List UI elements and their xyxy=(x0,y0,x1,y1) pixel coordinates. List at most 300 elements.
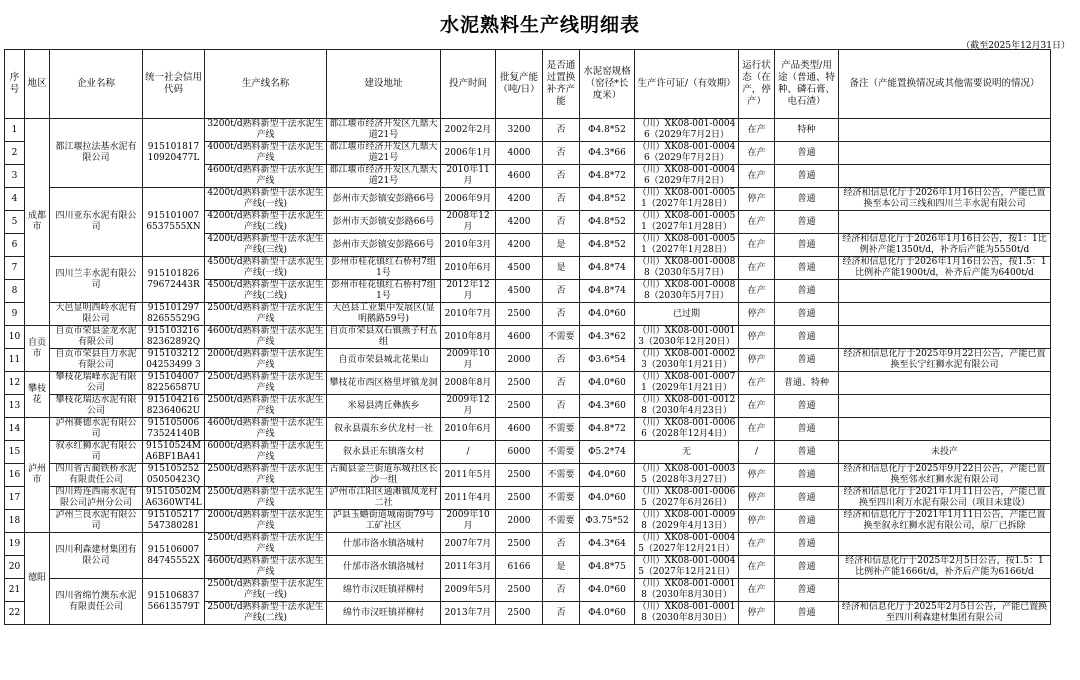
license: （川）XK08-001-00098（2029年4月13日） xyxy=(635,510,739,533)
license: （川）XK08-001-00023（2030年1月21日） xyxy=(635,349,739,372)
start-time: 2009年10月 xyxy=(441,510,496,533)
license: （川）XK08-001-00065（2027年6月26日） xyxy=(635,487,739,510)
approved-capacity: 2500 xyxy=(496,487,543,510)
start-time: 2011年3月 xyxy=(441,556,496,579)
license: （川）XK08-001-00128（2030年4月23日） xyxy=(635,395,739,418)
production-line: 4600t/d熟料新型干法水泥生产线 xyxy=(205,556,327,579)
row-number: 6 xyxy=(5,234,25,257)
kiln-spec: Φ4.8*74 xyxy=(580,280,635,303)
row-number: 1 xyxy=(5,119,25,142)
replacement-flag: 不需要 xyxy=(543,418,580,441)
company-name: 四川省绵竹澳东水泥有限责任公司 xyxy=(50,579,143,625)
kiln-spec: Φ4.0*60 xyxy=(580,303,635,326)
company-name: 攀枝花瑞达水泥有限公司 xyxy=(50,395,143,418)
license: （川）XK08-001-00045（2027年12月21日） xyxy=(635,556,739,579)
start-time: 2008年12月 xyxy=(441,211,496,234)
header-license: 生产许可证/（有效期） xyxy=(635,50,739,119)
row-number: 22 xyxy=(5,602,25,625)
company-name: 泸州赛德水泥有限公司 xyxy=(50,418,143,441)
replacement-flag: 否 xyxy=(543,579,580,602)
kiln-spec: Φ4.8*52 xyxy=(580,234,635,257)
row-number: 7 xyxy=(5,257,25,280)
production-line: 2500t/d熟料新型干法水泥生产线 xyxy=(205,372,327,395)
company-name: 四川筠连西南水泥有限公司泸州分公司 xyxy=(50,487,143,510)
table-row xyxy=(5,257,1051,280)
remark xyxy=(839,395,1051,418)
company-name: 自贡市荣县自力水泥有限公司 xyxy=(50,349,143,372)
license: （川）XK08-001-00018（2030年8月30日） xyxy=(635,602,739,625)
approved-capacity: 2500 xyxy=(496,602,543,625)
row-number: 4 xyxy=(5,188,25,211)
license: （川）XK08-001-00088（2030年5月7日） xyxy=(635,257,739,280)
row-number: 20 xyxy=(5,556,25,579)
table-row xyxy=(5,487,1051,510)
remark xyxy=(839,303,1051,326)
run-status: 停产 xyxy=(739,303,775,326)
start-time: 2006年1月 xyxy=(441,142,496,165)
credit-code: 91510500673524140B xyxy=(143,418,205,441)
replacement-flag: 否 xyxy=(543,211,580,234)
start-time: 2008年8月 xyxy=(441,372,496,395)
run-status: 在产 xyxy=(739,418,775,441)
remark: 经济和信息化厅于2025年9月22日公告，产能已置换至长宁红狮水泥有限公司 xyxy=(839,349,1051,372)
row-number: 18 xyxy=(5,510,25,533)
remark xyxy=(839,165,1051,188)
remark xyxy=(839,119,1051,142)
kiln-spec: Φ4.8*75 xyxy=(580,556,635,579)
start-time: 2010年6月 xyxy=(441,257,496,280)
license: 已过期 xyxy=(635,303,739,326)
run-status: 停产 xyxy=(739,510,775,533)
replacement-flag: 否 xyxy=(543,602,580,625)
production-line: 2500t/d熟料新型干法水泥生产线 xyxy=(205,395,327,418)
header-line: 生产线名称 xyxy=(205,50,327,119)
header-credit-code: 统一社会信用代码 xyxy=(143,50,205,119)
remark xyxy=(839,418,1051,441)
kiln-spec: Φ4.0*60 xyxy=(580,372,635,395)
remark: 经济和信息化厅于2026年1月16日公告，按1：1比例补产能1350t/d，补齐后产能为5550t/d xyxy=(839,234,1051,257)
run-status: 在产 xyxy=(739,372,775,395)
production-line: 2500t/d熟料新型干法水泥生产线(一线) xyxy=(205,579,327,602)
header-capacity: 批复产能（吨/日） xyxy=(496,50,543,119)
row-number: 16 xyxy=(5,464,25,487)
approved-capacity: 2500 xyxy=(496,372,543,395)
replacement-flag: 否 xyxy=(543,349,580,372)
construction-address: 什邡市洛水镇洛城村 xyxy=(327,533,441,556)
replacement-flag: 否 xyxy=(543,395,580,418)
kiln-spec: Φ3.75*52 xyxy=(580,510,635,533)
remark: 经济和信息化厅于2021年1月11日公告，产能已置换至叙永红狮水泥有限公司，原厂已拆除 xyxy=(839,510,1051,533)
approved-capacity: 2500 xyxy=(496,579,543,602)
product-type: 普通 xyxy=(775,418,839,441)
approved-capacity: 2500 xyxy=(496,533,543,556)
license: （川）XK08-001-00046（2029年7月2日） xyxy=(635,119,739,142)
product-type: 普通 xyxy=(775,303,839,326)
company-name: 四川省古蔺铁桥水泥有限责任公司 xyxy=(50,464,143,487)
company-name: 泸州兰良水泥有限公司 xyxy=(50,510,143,533)
replacement-flag: 不需要 xyxy=(543,464,580,487)
company-name: 四川亚东水泥有限公司 xyxy=(50,188,143,257)
production-line: 4600t/d熟料新型干法水泥生产线 xyxy=(205,165,327,188)
table-row xyxy=(5,510,1051,533)
construction-address: 都江堰市经济开发区九鼎大道21号 xyxy=(327,165,441,188)
company-name: 都江堰拉法基水泥有限公司 xyxy=(50,119,143,188)
product-type: 普通 xyxy=(775,257,839,280)
construction-address: 绵竹市汉旺镇祥柳村 xyxy=(327,602,441,625)
table-row xyxy=(5,326,1051,349)
production-line: 4500t/d熟料新型干法水泥生产线(二线) xyxy=(205,280,327,303)
replacement-flag: 否 xyxy=(543,188,580,211)
replacement-flag: 是 xyxy=(543,556,580,579)
table-row xyxy=(5,188,1051,211)
run-status: 停产 xyxy=(739,602,775,625)
date-note: （截至2025年12月31日） xyxy=(961,41,1070,51)
kiln-spec: Φ4.8*52 xyxy=(580,119,635,142)
approved-capacity: 6000 xyxy=(496,441,543,464)
credit-code: 91510600784745552X xyxy=(143,533,205,579)
run-status: 在产 xyxy=(739,211,775,234)
region-cell: 德阳 xyxy=(25,533,50,625)
row-number: 8 xyxy=(5,280,25,303)
kiln-spec: Φ4.0*60 xyxy=(580,487,635,510)
run-status: 停产 xyxy=(739,188,775,211)
product-type: 普通 xyxy=(775,464,839,487)
start-time: / xyxy=(441,441,496,464)
product-type: 普通 xyxy=(775,441,839,464)
license: （川）XK08-001-00051（2027年1月28日） xyxy=(635,188,739,211)
approved-capacity: 4200 xyxy=(496,234,543,257)
approved-capacity: 4600 xyxy=(496,418,543,441)
table-row xyxy=(5,395,1051,418)
run-status: 停产 xyxy=(739,326,775,349)
license: （川）XK08-001-00046（2029年7月2日） xyxy=(635,165,739,188)
company-name: 大邑显明西岭水泥有限公司 xyxy=(50,303,143,326)
construction-address: 大邑县工业集中发展区(显明鹅路59号) xyxy=(327,303,441,326)
header-seq: 序号 xyxy=(5,50,25,119)
row-number: 17 xyxy=(5,487,25,510)
kiln-spec: Φ4.0*60 xyxy=(580,602,635,625)
page-title: 水泥熟料生产线明细表 xyxy=(439,14,640,36)
run-status: 停产 xyxy=(739,349,775,372)
license: （川）XK08-001-00051（2027年1月28日） xyxy=(635,211,739,234)
product-type: 普通 xyxy=(775,234,839,257)
replacement-flag: 否 xyxy=(543,119,580,142)
row-number: 13 xyxy=(5,395,25,418)
row-number: 9 xyxy=(5,303,25,326)
row-number: 3 xyxy=(5,165,25,188)
credit-code: 91510525205050423Q xyxy=(143,464,205,487)
replacement-flag: 否 xyxy=(543,533,580,556)
product-type: 普通 xyxy=(775,533,839,556)
construction-address: 什邡市洛水镇洛城村 xyxy=(327,556,441,579)
production-line: 2000t/d熟料新型干法水泥生产线 xyxy=(205,510,327,533)
production-line: 6000t/d熟料新型干法水泥生产线 xyxy=(205,441,327,464)
replacement-flag: 否 xyxy=(543,280,580,303)
run-status: 在产 xyxy=(739,257,775,280)
construction-address: 攀枝花市西区格里坪镇龙洞 xyxy=(327,372,441,395)
approved-capacity: 2500 xyxy=(496,395,543,418)
product-type: 普通 xyxy=(775,188,839,211)
table-row xyxy=(5,119,1051,142)
production-line: 4200t/d熟料新型干法水泥生产线(二线) xyxy=(205,211,327,234)
run-status: 在产 xyxy=(739,234,775,257)
product-type: 普通 xyxy=(775,602,839,625)
replacement-flag: 否 xyxy=(543,372,580,395)
production-line: 2500t/d熟料新型干法水泥生产线 xyxy=(205,533,327,556)
run-status: / xyxy=(739,441,775,464)
credit-code: 91510421682364062U xyxy=(143,395,205,418)
row-number: 12 xyxy=(5,372,25,395)
replacement-flag: 是 xyxy=(543,257,580,280)
remark xyxy=(839,142,1051,165)
run-status: 在产 xyxy=(739,533,775,556)
credit-code: 915105217547380281 xyxy=(143,510,205,533)
row-number: 11 xyxy=(5,349,25,372)
approved-capacity: 4200 xyxy=(496,188,543,211)
construction-address: 叙永县正东镇落女村 xyxy=(327,441,441,464)
credit-code: 91510181710920477L xyxy=(143,119,205,188)
approved-capacity: 2000 xyxy=(496,349,543,372)
production-line: 2500t/d熟料新型干法水泥生产线(二线) xyxy=(205,602,327,625)
production-line: 2500t/d熟料新型干法水泥生产线 xyxy=(205,487,327,510)
replacement-flag: 不需要 xyxy=(543,487,580,510)
production-line: 2000t/d熟料新型干法水泥生产线 xyxy=(205,349,327,372)
production-line: 4200t/d熟料新型干法水泥生产线(一线) xyxy=(205,188,327,211)
kiln-spec: Φ4.3*60 xyxy=(580,395,635,418)
credit-code: 91510524MA6BF1BA41 xyxy=(143,441,205,464)
remark: 经济和信息化厅于2025年2月5日公告，产能已置换至四川利森建材集团有限公司 xyxy=(839,602,1051,625)
production-line: 2500t/d熟料新型干法水泥生产线 xyxy=(205,303,327,326)
company-name: 攀枝花瑞峰水泥有限公司 xyxy=(50,372,143,395)
header-remark: 备注（产能置换情况或其他需要说明的情况） xyxy=(839,50,1051,119)
approved-capacity: 2500 xyxy=(496,303,543,326)
credit-code: 91510683756613579T xyxy=(143,579,205,625)
replacement-flag: 不需要 xyxy=(543,326,580,349)
table-row xyxy=(5,579,1051,602)
license: （川）XK08-001-00045（2027年12月21日） xyxy=(635,533,739,556)
region-cell: 成都市 xyxy=(25,119,50,326)
header-region: 地区 xyxy=(25,50,50,119)
construction-address: 彭州市天彭镇安彭路66号 xyxy=(327,234,441,257)
row-number: 10 xyxy=(5,326,25,349)
start-time: 2002年2月 xyxy=(441,119,496,142)
product-type: 普通 xyxy=(775,556,839,579)
production-line: 4600t/d熟料新型干法水泥生产线 xyxy=(205,418,327,441)
construction-address: 彭州市天彭镇安彭路66号 xyxy=(327,211,441,234)
run-status: 在产 xyxy=(739,280,775,303)
row-number: 14 xyxy=(5,418,25,441)
approved-capacity: 4200 xyxy=(496,211,543,234)
header-status: 运行状态（在产，停产） xyxy=(739,50,775,119)
company-name: 自贡市荣县金龙水泥有限公司 xyxy=(50,326,143,349)
product-type: 普通 xyxy=(775,326,839,349)
credit-code: 91510502MA6360WT4L xyxy=(143,487,205,510)
product-type: 普通 xyxy=(775,487,839,510)
remark xyxy=(839,533,1051,556)
product-type: 普通 xyxy=(775,280,839,303)
remark: 经济和信息化厅于2026年1月16日公告，按1.5：1比例补产能1900t/d，补齐后产能为6400t/d xyxy=(839,257,1051,280)
header-company: 企业名称 xyxy=(50,50,143,119)
credit-code: 91510321682362892Q xyxy=(143,326,205,349)
production-line: 3200t/d熟料新型干法水泥生产线 xyxy=(205,119,327,142)
credit-code: 91510129782655529G xyxy=(143,303,205,326)
company-name: 四川利森建材集团有限公司 xyxy=(50,533,143,579)
credit-code: 91510400782256587U xyxy=(143,372,205,395)
construction-address: 泸州市江阳区通滩镇凤龙村二社 xyxy=(327,487,441,510)
production-line: 4600t/d熟料新型干法水泥生产线 xyxy=(205,326,327,349)
kiln-spec: Φ4.8*52 xyxy=(580,211,635,234)
start-time: 2007年7月 xyxy=(441,533,496,556)
start-time: 2009年10月 xyxy=(441,349,496,372)
license: 无 xyxy=(635,441,739,464)
license: （川）XK08-001-00013（2030年12月20日） xyxy=(635,326,739,349)
table-row xyxy=(5,303,1051,326)
license: （川）XK08-001-00066（2028年12月4日） xyxy=(635,418,739,441)
product-type: 普通、特种 xyxy=(775,372,839,395)
production-line: 4500t/d熟料新型干法水泥生产线(一线) xyxy=(205,257,327,280)
license: （川）XK08-001-00071（2029年1月21日） xyxy=(635,372,739,395)
construction-address: 泸县玉蟾街道城南街79号工矿社区 xyxy=(327,510,441,533)
header-row xyxy=(5,50,1051,119)
production-line: 2500t/d熟料新型干法水泥生产线 xyxy=(205,464,327,487)
product-type: 普通 xyxy=(775,211,839,234)
start-time: 2013年7月 xyxy=(441,602,496,625)
replacement-flag: 否 xyxy=(543,142,580,165)
run-status: 在产 xyxy=(739,142,775,165)
license: （川）XK08-001-00018（2030年8月30日） xyxy=(635,579,739,602)
start-time: 2010年3月 xyxy=(441,234,496,257)
approved-capacity: 4600 xyxy=(496,326,543,349)
production-line: 4200t/d熟料新型干法水泥生产线(三线) xyxy=(205,234,327,257)
header-product: 产品类型/用途（普通、特种、磷石膏、电石渣） xyxy=(775,50,839,119)
construction-address: 彭州市天彭镇安彭路66号 xyxy=(327,188,441,211)
replacement-flag: 否 xyxy=(543,303,580,326)
construction-address: 绵竹市汉旺镇祥柳村 xyxy=(327,579,441,602)
remark xyxy=(839,280,1051,303)
row-number: 15 xyxy=(5,441,25,464)
kiln-spec: Φ4.8*74 xyxy=(580,257,635,280)
row-number: 21 xyxy=(5,579,25,602)
kiln-spec: Φ4.3*64 xyxy=(580,533,635,556)
region-cell: 攀枝花 xyxy=(25,372,50,418)
remark: 经济和信息化厅于2026年1月16日公告，产能已置换至本公司三线和四川兰丰水泥有限公司 xyxy=(839,188,1051,211)
run-status: 在产 xyxy=(739,395,775,418)
construction-address: 米易县湾丘彝族乡 xyxy=(327,395,441,418)
product-type: 普通 xyxy=(775,349,839,372)
construction-address: 彭州市桂花镇红石桥村7组1号 xyxy=(327,280,441,303)
kiln-spec: Φ4.8*72 xyxy=(580,165,635,188)
region-cell: 自贡市 xyxy=(25,326,50,372)
start-time: 2010年7月 xyxy=(441,303,496,326)
replacement-flag: 否 xyxy=(543,165,580,188)
construction-address: 都江堰市经济开发区九鼎大道21号 xyxy=(327,142,441,165)
run-status: 在产 xyxy=(739,556,775,579)
approved-capacity: 2000 xyxy=(496,510,543,533)
approved-capacity: 3200 xyxy=(496,119,543,142)
remark xyxy=(839,579,1051,602)
product-type: 普通 xyxy=(775,579,839,602)
company-name: 四川兰丰水泥有限公司 xyxy=(50,257,143,303)
table-row xyxy=(5,349,1051,372)
run-status: 停产 xyxy=(739,464,775,487)
construction-address: 自贡市荣县双石镇燕子村五组 xyxy=(327,326,441,349)
kiln-spec: Φ4.8*72 xyxy=(580,418,635,441)
start-time: 2011年5月 xyxy=(441,464,496,487)
remark: 经济和信息化厅于2025年2月5日公告，按1.5：1比例补产能1666t/d，补齐后产能为6166t/d xyxy=(839,556,1051,579)
construction-address: 彭州市桂花镇红石桥村7组1号 xyxy=(327,257,441,280)
product-type: 特种 xyxy=(775,119,839,142)
license: （川）XK08-001-00088（2030年5月7日） xyxy=(635,280,739,303)
kiln-spec: Φ4.0*60 xyxy=(580,579,635,602)
replacement-flag: 是 xyxy=(543,234,580,257)
product-type: 普通 xyxy=(775,510,839,533)
start-time: 2010年11月 xyxy=(441,165,496,188)
kiln-spec: Φ3.6*54 xyxy=(580,349,635,372)
remark: 未投产 xyxy=(839,441,1051,464)
cement-clinker-table xyxy=(4,49,1051,625)
license: （川）XK08-001-00051（2027年1月28日） xyxy=(635,234,739,257)
credit-code: 9151010076537555XN xyxy=(143,188,205,257)
table-row xyxy=(5,441,1051,464)
product-type: 普通 xyxy=(775,142,839,165)
run-status: 在产 xyxy=(739,579,775,602)
row-number: 2 xyxy=(5,142,25,165)
replacement-flag: 不需要 xyxy=(543,441,580,464)
run-status: 停产 xyxy=(739,487,775,510)
start-time: 2006年9月 xyxy=(441,188,496,211)
kiln-spec: Φ4.0*60 xyxy=(580,464,635,487)
license: （川）XK08-001-00035（2028年3月27日） xyxy=(635,464,739,487)
start-time: 2011年4月 xyxy=(441,487,496,510)
start-time: 2009年12月 xyxy=(441,395,496,418)
row-number: 5 xyxy=(5,211,25,234)
kiln-spec: Φ4.8*52 xyxy=(580,188,635,211)
table-row xyxy=(5,372,1051,395)
header-replacement: 是否通过置换补齐产能 xyxy=(543,50,580,119)
construction-address: 古蔺县金兰街道东城社区长沙一组 xyxy=(327,464,441,487)
product-type: 普通 xyxy=(775,165,839,188)
product-type: 普通 xyxy=(775,395,839,418)
remark xyxy=(839,211,1051,234)
region-cell: 泸州市 xyxy=(25,418,50,533)
table-row xyxy=(5,533,1051,556)
remark xyxy=(839,372,1051,395)
approved-capacity: 4500 xyxy=(496,257,543,280)
approved-capacity: 4600 xyxy=(496,165,543,188)
company-name: 叙永红狮水泥有限公司 xyxy=(50,441,143,464)
production-line: 4000t/d熟料新型干法水泥生产线 xyxy=(205,142,327,165)
row-number: 19 xyxy=(5,533,25,556)
run-status: 在产 xyxy=(739,165,775,188)
kiln-spec: Φ5.2*74 xyxy=(580,441,635,464)
approved-capacity: 6166 xyxy=(496,556,543,579)
kiln-spec: Φ4.3*62 xyxy=(580,326,635,349)
license: （川）XK08-001-00046（2029年7月2日） xyxy=(635,142,739,165)
header-address: 建设地址 xyxy=(327,50,441,119)
construction-address: 叙永县震东乡伏龙村一社 xyxy=(327,418,441,441)
approved-capacity: 4500 xyxy=(496,280,543,303)
credit-code: 91510321204253499 3 xyxy=(143,349,205,372)
run-status: 在产 xyxy=(739,119,775,142)
kiln-spec: Φ4.3*66 xyxy=(580,142,635,165)
header-kiln: 水泥窑规格（窑径*长度米） xyxy=(580,50,635,119)
credit-code: 91510182679672443R xyxy=(143,257,205,303)
remark xyxy=(839,326,1051,349)
header-start-time: 投产时间 xyxy=(441,50,496,119)
start-time: 2009年5月 xyxy=(441,579,496,602)
construction-address: 都江堰市经济开发区九鼎大道21号 xyxy=(327,119,441,142)
approved-capacity: 2500 xyxy=(496,464,543,487)
